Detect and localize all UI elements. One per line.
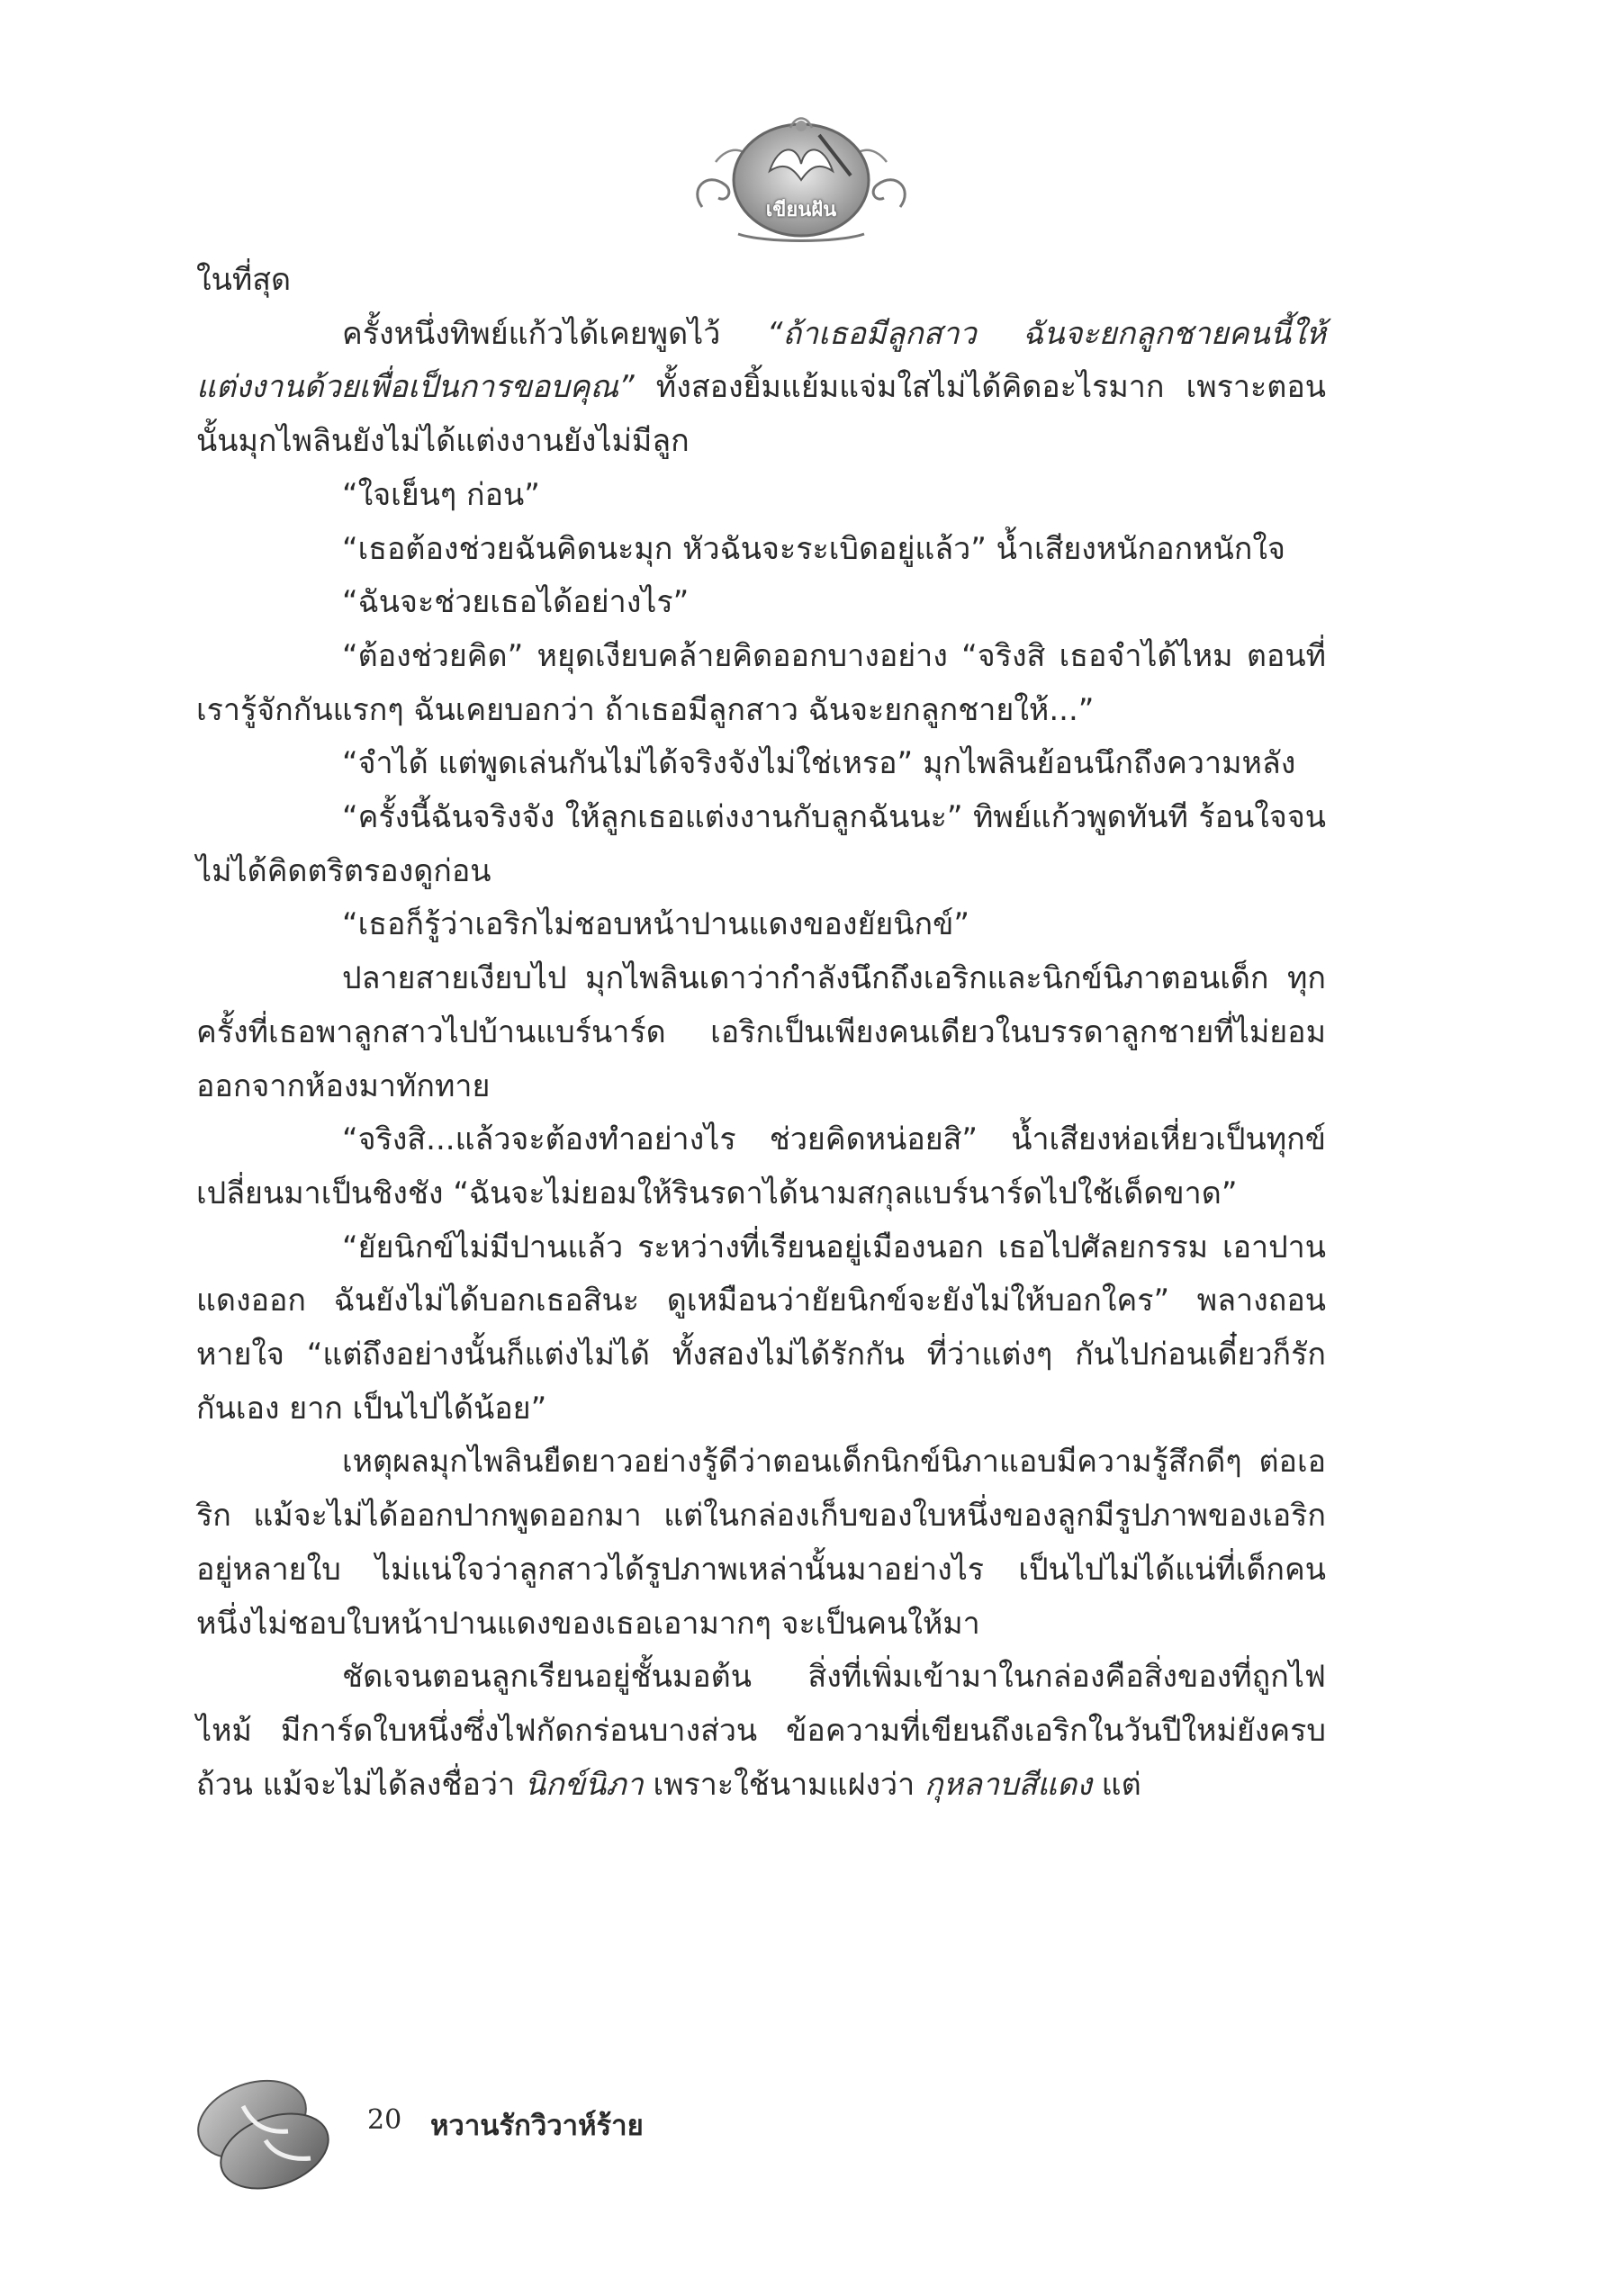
paragraph <box>196 1651 1326 1812</box>
text-span: เหตุผลมุกไพลินยืดยาวอย่างรู้ดีว่าตอนเด็กนิกข์นิภาแอบมีความรู้สึกดีๆ ต่อเอริก แม้จะไม่ได้ออกปากพูดออกมา แต่ในกล่องเก็บของใบหนึ่งของลูกมีรูปภาพของเอริกอยู่หลายใบ ไม่แน่ใจว่าลูกสาวได้รูปภาพเหล่านั้นมาอย่างไร เป็นไปไม่ได้แน่ที่เด็กคนหนึ่งไม่ชอบใบหน้าปานแดงของเธอเอามากๆ จะเป็นคนให้มา <box>196 1444 1326 1642</box>
text-span: ชัดเจนตอนลูกเรียนอยู่ชั้นมอต้น สิ่งที่เพิ่มเข้ามาในกล่องคือสิ่งของที่ถูกไฟไหม้ มีการ์ดใบหนึ่งซึ่งไฟกัดกร่อนบางส่วน ข้อความที่เขียนถึงเอริกในวันปีใหม่ยังครบถ้วน แม้จะไม่ได้ลงชื่อว่า <box>196 1659 1326 1803</box>
publisher-logo <box>684 108 918 252</box>
text-span: ปลายสายเงียบไป มุกไพลินเดาว่ากำลังนึกถึงเอริกและนิกข์นิภาตอนเด็ก ทุกครั้งที่เธอพาลูกสาวไปบ้านแบร์นาร์ด เอริกเป็นเพียงคนเดียวในบรรดาลูกชายที่ไม่ยอมออกจากห้องมาทักทาย <box>196 960 1326 1104</box>
flip-flop-icon <box>189 2061 342 2196</box>
text-span: “จำได้ แต่พูดเล่นกันไม่ได้จริงจังไม่ใช่เหรอ” มุกไพลินย้อนนึกถึงความหลัง <box>342 745 1296 782</box>
text-span: ครั้งหนึ่งทิพย์แก้วได้เคยพูดไว้ <box>342 315 767 352</box>
page-footer <box>189 2061 819 2205</box>
paragraph <box>196 952 1326 1113</box>
paragraph <box>196 1221 1326 1436</box>
paragraph <box>196 576 1326 630</box>
text-span: “ต้องช่วยคิด” หยุดเงียบคล้ายคิดออกบางอย่าง “จริงสิ เธอจำได้ไหม ตอนที่เรารู้จักกันแรกๆ ฉันเคยบอกว่า ถ้าเธอมีลูกสาว ฉันจะยกลูกชายให้...” <box>196 637 1326 728</box>
logo-text: เขียนฝัน <box>765 198 837 221</box>
text-span: “เธอต้องช่วยฉันคิดนะมุก หัวฉันจะระเบิดอยู่แล้ว” น้ำเสียงหนักอกหนักใจ <box>342 530 1285 567</box>
text-span: “เธอก็รู้ว่าเอริกไม่ชอบหน้าปานแดงของยัยนิกข์” <box>342 906 969 943</box>
body-text <box>196 254 1326 1812</box>
paragraph <box>196 791 1326 898</box>
text-span: “ฉันจะช่วยเธอได้อย่างไร” <box>342 584 690 621</box>
page-number: 20 <box>367 2104 402 2136</box>
text-span: เพราะใช้นามแฝงว่า <box>643 1766 924 1803</box>
italic-text-span: “ถ้าเธอมีลูกสาว ฉันจะยกลูกชายคนนี้ให้แต่งงานด้วยเพื่อเป็นการขอบคุณ” <box>196 315 1326 406</box>
book-title: หวานรักวิวาห์ร้าย <box>430 2110 644 2142</box>
text-span: ในที่สุด <box>196 262 292 298</box>
paragraph <box>196 630 1326 737</box>
paragraph <box>196 523 1326 577</box>
italic-text-span: กุหลาบสีแดง <box>924 1766 1092 1803</box>
paragraph <box>196 1436 1326 1651</box>
paragraph <box>196 737 1326 791</box>
paragraph <box>196 254 1326 308</box>
italic-text-span: นิกข์นิภา <box>524 1766 644 1803</box>
text-span: “ยัยนิกข์ไม่มีปานแล้ว ระหว่างที่เรียนอยู่เมืองนอก เธอไปศัลยกรรม เอาปานแดงออก ฉันยังไม่ได้บอกเธอสินะ ดูเหมือนว่ายัยนิกข์จะยังไม่ให้บอกใคร” พลางถอนหายใจ “แต่ถึงอย่างนั้นก็แต่งไม่ได้ ทั้งสองไม่ได้รักกัน ที่ว่าแต่งๆ กันไปก่อนเดี๋ยวก็รักกันเอง ยาก เป็นไปได้น้อย” <box>196 1229 1326 1427</box>
paragraph <box>196 898 1326 952</box>
paragraph <box>196 469 1326 523</box>
text-span: ทั้งสองยิ้มแย้มแจ่มใสไม่ได้คิดอะไรมาก เพราะตอนนั้นมุกไพลินยังไม่ได้แต่งงานยังไม่มีลูก <box>196 369 1326 460</box>
text-span: แต่ <box>1091 1766 1141 1803</box>
text-span: “จริงสิ...แล้วจะต้องทำอย่างไร ช่วยคิดหน่อยสิ” น้ำเสียงห่อเหี่ยวเป็นทุกข์ เปลี่ยนมาเป็นชิงชัง “ฉันจะไม่ยอมให้รินรดาได้นามสกุลแบร์นาร์ดไปใช้เด็ดขาด” <box>196 1121 1326 1211</box>
paragraph <box>196 1113 1326 1220</box>
paragraph <box>196 308 1326 469</box>
text-span: “ใจเย็นๆ ก่อน” <box>342 476 540 513</box>
text-span: “ครั้งนี้ฉันจริงจัง ให้ลูกเธอแต่งงานกับลูกฉันนะ” ทิพย์แก้วพูดทันที ร้อนใจจนไม่ได้คิดตริตรองดูก่อน <box>196 799 1326 889</box>
